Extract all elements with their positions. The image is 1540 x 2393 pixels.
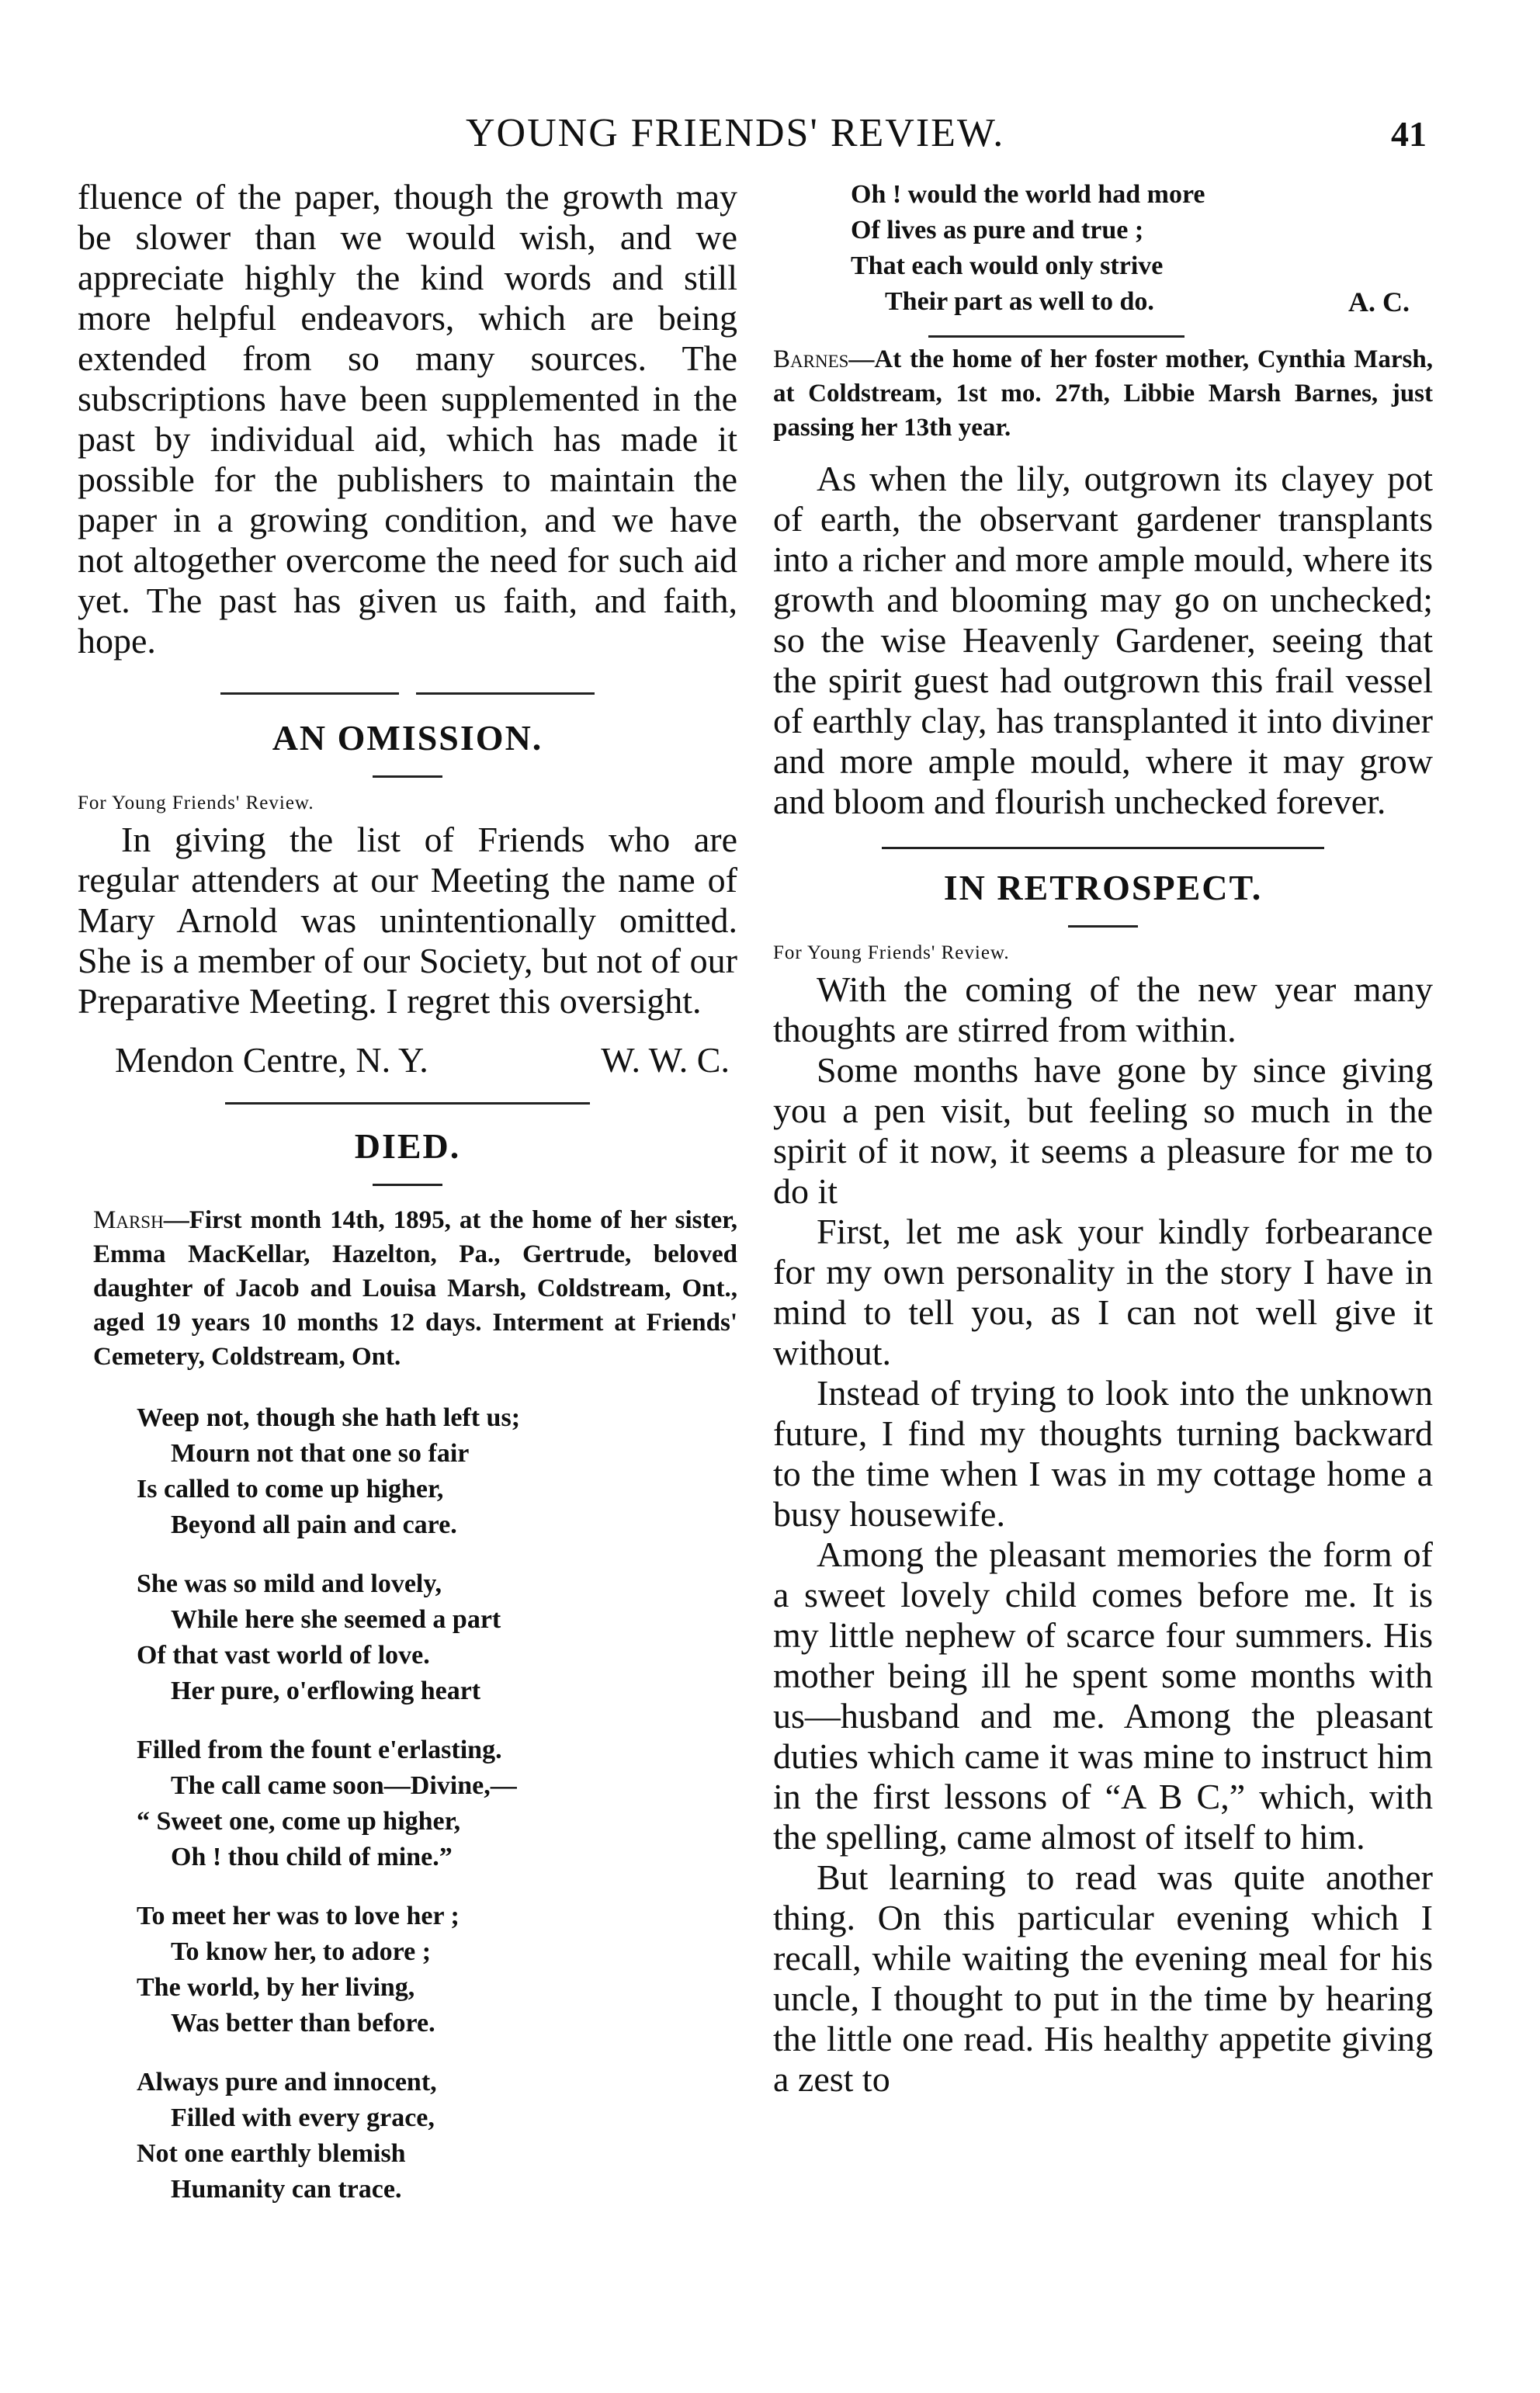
death-notice	[78, 1203, 737, 1374]
retrospect-credit: For Young Friends' Review.	[773, 942, 1010, 963]
notice-name: Barnes	[773, 345, 849, 373]
omission-text: In giving the list of Friends who are regular attenders at our Meeting the name of Mary Arnold was unintentionally omitted. She is a member of our Society, but not of our Preparative Meeting. I regret this oversight.	[78, 820, 737, 1021]
verse-initials: A. C.	[1348, 286, 1410, 317]
heading-rule	[373, 775, 442, 778]
retrospect-paragraph: With the coming of the new year many thoughts are stirred from within.	[773, 969, 1433, 1049]
verse-line: Their part as well to do.	[885, 287, 1154, 316]
poem-stanza	[137, 1400, 737, 1543]
memorial-poem	[78, 1400, 737, 2207]
notice-rule	[928, 335, 1184, 338]
poem-line: “ Sweet one, come up higher,	[137, 1807, 461, 1836]
poem-line: The call came soon—Divine,—	[171, 1771, 517, 1800]
verse-line: Oh ! would the world had more	[851, 180, 1205, 209]
poem-line: Was better than before.	[171, 2009, 435, 2038]
died-heading: DIED.	[354, 1126, 461, 1166]
verse-line: Of lives as pure and true ;	[851, 216, 1144, 245]
section-divider	[225, 1102, 590, 1105]
poem-line: Of that vast world of love.	[137, 1641, 430, 1670]
omission-credit: For Young Friends' Review.	[78, 792, 314, 813]
retrospect-paragraph: Some months have gone by since giving you a pen visit, but feeling so much in the spirit of it now, it seems a pleasure for me to do it	[773, 1050, 1433, 1211]
retrospect-paragraph: Instead of trying to look into the unknown future, I find my thoughts turning backward to the time when I was in my cottage home a busy housewife.	[773, 1373, 1433, 1534]
retrospect-paragraph: Among the pleasant memories the form of a sweet lovely child comes before me. It is my little nephew of scarce four summers. His mother being ill he spent some months with us—husband and me. Among the pleasant duties which came it was mine to instruct him in the first lessons of “A B C,” which, with the spelling, came almost of itself to him.	[773, 1535, 1433, 1857]
poem-line: Filled from the fount e'erlasting.	[137, 1736, 502, 1764]
omission-signature	[78, 1040, 737, 1080]
poem-line: Oh ! thou child of mine.”	[171, 1843, 453, 1871]
poem-line: The world, by her living,	[137, 1973, 415, 2002]
retrospect-text	[773, 969, 1433, 2100]
poem-line: To know her, to adore ;	[171, 1937, 432, 1966]
page-number: 41	[1391, 114, 1427, 154]
poem-stanza	[137, 1732, 737, 1875]
poem-stanza	[137, 1899, 737, 2041]
poem-stanza	[137, 1566, 737, 1709]
poem-line: Filled with every grace,	[171, 2103, 435, 2132]
retrospect-heading: IN RETROSPECT.	[943, 868, 1263, 907]
notice-name: Marsh	[93, 1206, 164, 1234]
poem-line: Humanity can trace.	[171, 2175, 402, 2204]
omission-heading: AN OMISSION.	[272, 718, 543, 758]
continued-paragraph: fluence of the paper, though the growth may be slower than we would wish, and we appreciate highly the kind words and still more helpful endeavors, which are being extended from so many sources. The subscriptions have been supplemented in the past by individual aid, which has made it possible for the publishers to maintain the paper in a growing condition, and we have not altogether overcome the need for such aid yet. The past has given us faith, and faith, hope.	[78, 177, 737, 661]
poem-line: Weep not, though she hath left us;	[137, 1403, 521, 1432]
lily-paragraph: As when the lily, outgrown its clayey pot of earth, the observant gardener transplants into a richer and more ample mould, where its growth and blooming may go on unchecked; so the wise Heavenly Gardener, seeing that the spirit guest had outgrown this frail vessel of earthly clay, has transplanted it into diviner and more ample mould, where it may grow and bloom and flourish unchecked forever.	[773, 459, 1433, 821]
poem-line: Not one earthly blemish	[137, 2139, 406, 2168]
poem-line: Beyond all pain and care.	[171, 1510, 457, 1539]
retrospect-paragraph: But learning to read was quite another thing. On this particular evening which I recall, while waiting the evening meal for his uncle, I thought to put in the time by hearing the little one read. His healthy appetite giving a zest to	[773, 1857, 1433, 2099]
poem-stanza	[137, 2065, 737, 2207]
poem-line: Her pure, o'erflowing heart	[171, 1677, 481, 1705]
heading-rule	[1068, 925, 1138, 928]
barnes-notice	[773, 342, 1433, 445]
notice-text: —First month 14th, 1895, at the home of her sister, Emma MacKellar, Hazelton, Pa., Gertrude, beloved daughter of Jacob and Louisa Marsh, Coldstream, Ont., aged 19 years 10 months 12 days. Interment at Friends' Cemetery, Coldstream, Ont.	[93, 1206, 737, 1371]
closing-verse	[773, 177, 1433, 320]
section-divider	[78, 692, 737, 695]
poem-line: While here she seemed a part	[171, 1605, 501, 1634]
verse-line: That each would only strive	[851, 251, 1164, 280]
omission-initials: W. W. C.	[601, 1040, 730, 1080]
notice-text: —At the home of her foster mother, Cynthia Marsh, at Coldstream, 1st mo. 27th, Libbie Marsh Barnes, just passing her 13th year.	[773, 345, 1433, 442]
left-column	[78, 177, 737, 2231]
omission-place: Mendon Centre, N. Y.	[115, 1040, 428, 1080]
running-title: YOUNG FRIENDS' REVIEW.	[466, 111, 1005, 155]
poem-line: Mourn not that one so fair	[171, 1439, 470, 1468]
retrospect-paragraph: First, let me ask your kindly forbearance for my own personality in the story I have in mind to tell you, as I can not well give it without.	[773, 1212, 1433, 1372]
poem-line: Always pure and innocent,	[137, 2068, 437, 2096]
poem-line: To meet her was to love her ;	[137, 1902, 460, 1930]
section-divider	[882, 847, 1324, 849]
poem-line: She was so mild and lovely,	[137, 1569, 442, 1598]
right-column	[773, 177, 1433, 2100]
poem-line: Is called to come up higher,	[137, 1475, 444, 1503]
heading-rule	[373, 1184, 442, 1186]
